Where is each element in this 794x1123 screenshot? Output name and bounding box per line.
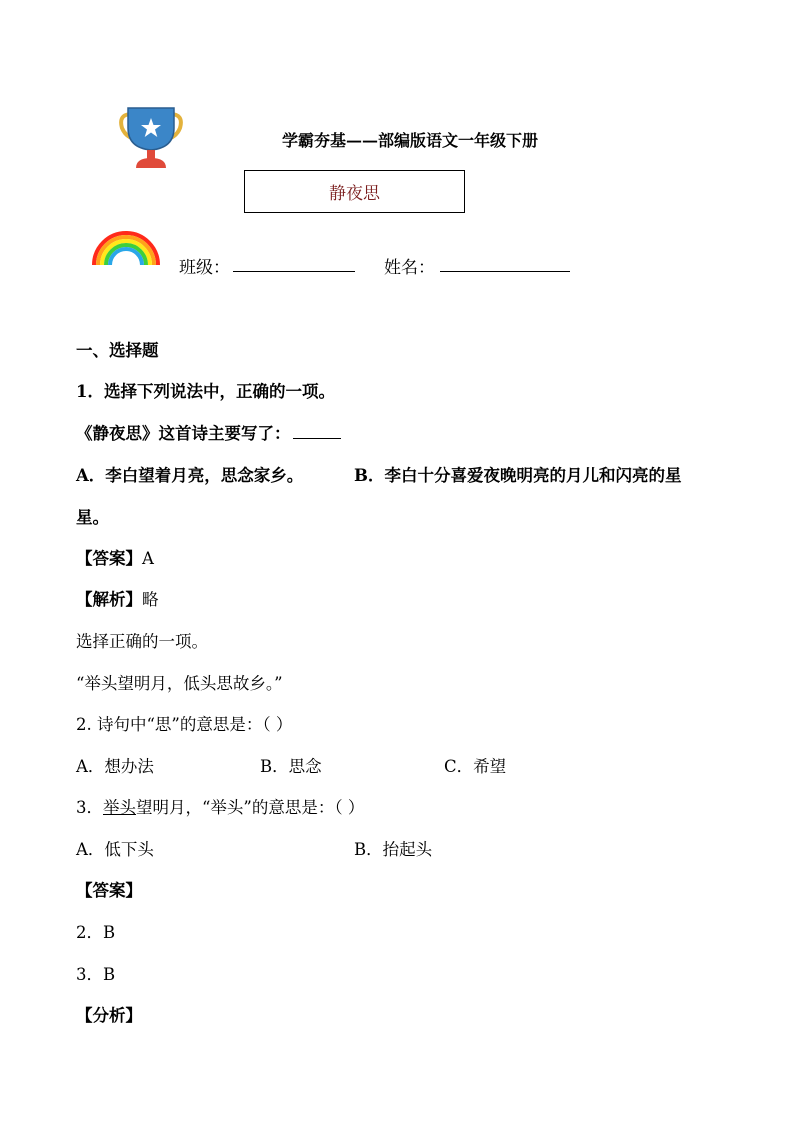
q3-prompt-rest: 望明月，“举头”的意思是：（ ） xyxy=(136,798,365,817)
lesson-title-box xyxy=(244,170,465,213)
q3-option-a: A．低下头 xyxy=(76,840,154,859)
q1-answer xyxy=(76,545,154,569)
q3-prompt xyxy=(76,794,364,818)
name-label: 姓名： xyxy=(384,258,435,278)
class-label: 班级： xyxy=(179,258,230,278)
q1-prompt: 1．选择下列说法中，正确的一项。 xyxy=(76,382,335,401)
q1-option-b: B．李白十分喜爱夜晚明亮的月儿和闪亮的星 xyxy=(354,466,682,485)
poem-quote: “举头望明月，低头思故乡。” xyxy=(76,674,283,693)
lesson-title: 静夜思 xyxy=(329,184,380,204)
q1-stem-text: 《静夜思》这首诗主要写了： xyxy=(76,424,291,443)
analysis-heading: 【分析】 xyxy=(76,1006,142,1025)
answer-value: A xyxy=(142,549,154,568)
q1-answer-blank[interactable] xyxy=(293,437,341,439)
q3-underlined-word: 举头 xyxy=(103,798,136,817)
q1-option-a: A．李白望着月亮，思念家乡。 xyxy=(76,466,304,485)
q3-option-b: B．抬起头 xyxy=(354,840,433,859)
answer-item: 3．B xyxy=(76,965,116,984)
name-input-line[interactable] xyxy=(440,271,570,272)
q2-option-a: A．想办法 xyxy=(76,757,154,776)
class-input-line[interactable] xyxy=(233,271,355,272)
q2-prompt: 2. 诗句中“思”的意思是：（ ） xyxy=(76,715,293,734)
header-title: 学霸夯基——部编版语文一年级下册 xyxy=(282,131,539,150)
q1-stem xyxy=(76,420,341,444)
section-heading: 一、选择题 xyxy=(76,341,159,360)
q1-option-b-cont: 星。 xyxy=(76,508,109,527)
q2-option-b: B．思念 xyxy=(260,757,322,776)
analysis-label: 【解析】 xyxy=(76,590,142,609)
answer-label: 【答案】 xyxy=(76,549,142,568)
q1-analysis xyxy=(76,586,159,610)
q2-option-c: C．希望 xyxy=(444,757,507,776)
q2-instruction: 选择正确的一项。 xyxy=(76,632,208,651)
q3-number: 3． xyxy=(76,798,103,817)
answer-item: 2．B xyxy=(76,923,116,942)
analysis-value: 略 xyxy=(142,590,159,609)
rainbow-icon xyxy=(90,228,162,266)
trophy-icon xyxy=(118,106,184,170)
answers-label: 【答案】 xyxy=(76,881,142,900)
